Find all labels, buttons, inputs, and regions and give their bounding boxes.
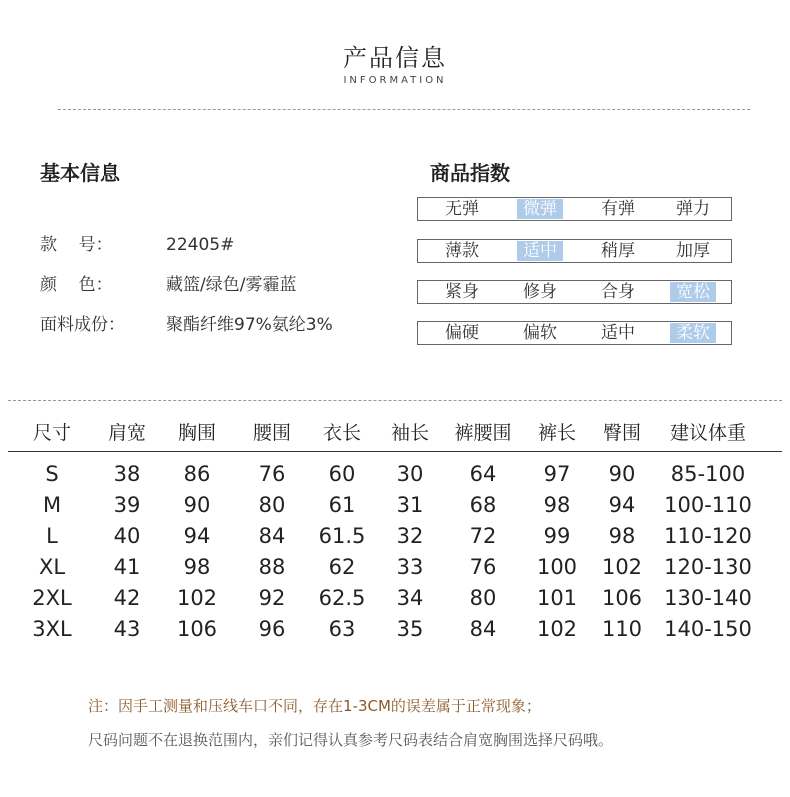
table-cell: 76 (258, 462, 286, 486)
table-cell: 40 (113, 524, 141, 548)
note-measurement-error: 注：因手工测量和压线车口不同，存在1-3CM的误差属于正常现象； (88, 697, 541, 715)
table-header-cell: 袖长 (390, 422, 430, 444)
table-cell: 63 (328, 617, 356, 641)
index-option-selected: 柔软 (670, 323, 716, 343)
table-header-cell: 裤长 (537, 422, 577, 444)
table-cell: 76 (469, 555, 497, 579)
table-cell: 32 (396, 524, 424, 548)
index-row-0 (417, 197, 732, 221)
table-cell: 34 (396, 586, 424, 610)
table-cell: 61.5 (318, 524, 366, 548)
index-option-selected: 适中 (517, 241, 563, 261)
index-option: 偏硬 (445, 323, 479, 343)
index-option: 薄款 (445, 241, 479, 261)
note-size-policy: 尺码问题不在退换范围内，亲们记得认真参考尺码表结合肩宽胸围选择尺码哦。 (88, 731, 614, 749)
table-cell: 98 (183, 555, 211, 579)
table-header-cell: 肩宽 (107, 422, 147, 444)
info-row-style-number (40, 230, 234, 255)
table-cell: 98 (543, 493, 571, 517)
table-cell: 90 (183, 493, 211, 517)
table-cell: 85-100 (670, 462, 746, 486)
index-option: 有弹 (601, 199, 635, 219)
table-cell: 38 (113, 462, 141, 486)
index-option-selected: 宽松 (670, 282, 716, 302)
table-cell: 99 (543, 524, 571, 548)
table-cell: 80 (258, 493, 286, 517)
page-subtitle: INFORMATION (343, 75, 447, 86)
table-cell: 60 (328, 462, 356, 486)
table-cell: 102 (176, 586, 218, 610)
index-option: 无弹 (445, 199, 479, 219)
table-cell: 101 (536, 586, 578, 610)
table-cell: 100-110 (664, 493, 752, 517)
table-size-label: XL (38, 555, 66, 579)
info-value: 22405# (166, 235, 235, 255)
table-header-cell: 臀围 (602, 422, 642, 444)
index-option: 加厚 (676, 241, 710, 261)
table-cell: 41 (113, 555, 141, 579)
table-size-label: L (46, 524, 58, 548)
info-value: 藏篮/绿色/雾霾蓝 (166, 275, 297, 295)
index-option: 合身 (601, 282, 635, 302)
table-cell: 31 (396, 493, 424, 517)
page-title: 产品信息 (343, 44, 447, 72)
table-header-divider (8, 451, 782, 452)
info-row-color (40, 270, 296, 295)
info-label: 面料成份： (40, 315, 125, 335)
table-cell: 130-140 (664, 586, 752, 610)
table-cell: 90 (608, 462, 636, 486)
table-cell: 62.5 (318, 586, 366, 610)
table-cell: 35 (396, 617, 424, 641)
table-cell: 102 (536, 617, 578, 641)
table-cell: 39 (113, 493, 141, 517)
table-cell: 86 (183, 462, 211, 486)
table-cell: 64 (469, 462, 497, 486)
table-cell: 62 (328, 555, 356, 579)
index-option: 稍厚 (601, 241, 635, 261)
table-cell: 80 (469, 586, 497, 610)
table-header-cell: 裤腰围 (454, 422, 512, 444)
table-cell: 33 (396, 555, 424, 579)
index-option-selected: 微弹 (517, 199, 563, 219)
table-cell: 102 (601, 555, 643, 579)
table-cell: 106 (176, 617, 218, 641)
index-option: 弹力 (676, 199, 710, 219)
table-size-label: S (45, 462, 59, 486)
table-cell: 94 (183, 524, 211, 548)
table-cell: 84 (258, 524, 286, 548)
table-size-label: 3XL (32, 617, 72, 641)
table-cell: 92 (258, 586, 286, 610)
divider (58, 109, 750, 110)
table-cell: 110 (601, 617, 643, 641)
table-cell: 110-120 (664, 524, 752, 548)
divider (8, 400, 782, 401)
table-size-label: M (42, 493, 62, 517)
table-cell: 61 (328, 493, 356, 517)
table-cell: 140-150 (664, 617, 752, 641)
table-cell: 100 (536, 555, 578, 579)
table-header-cell: 建议体重 (669, 422, 747, 444)
table-cell: 72 (469, 524, 497, 548)
table-cell: 68 (469, 493, 497, 517)
index-row-1 (417, 239, 732, 263)
table-cell: 30 (396, 462, 424, 486)
table-cell: 97 (543, 462, 571, 486)
table-cell: 84 (469, 617, 497, 641)
table-cell: 96 (258, 617, 286, 641)
index-option: 修身 (523, 282, 557, 302)
table-cell: 43 (113, 617, 141, 641)
index-row-3 (417, 321, 732, 345)
info-row-fabric (40, 310, 333, 335)
table-cell: 120-130 (664, 555, 752, 579)
table-header-cell: 胸围 (177, 422, 217, 444)
table-cell: 42 (113, 586, 141, 610)
table-cell: 88 (258, 555, 286, 579)
basic-info-title: 基本信息 (40, 161, 120, 185)
index-row-2 (417, 280, 732, 304)
index-option: 紧身 (445, 282, 479, 302)
table-cell: 94 (608, 493, 636, 517)
index-option: 适中 (601, 323, 635, 343)
table-cell: 98 (608, 524, 636, 548)
product-index-title: 商品指数 (430, 161, 510, 185)
info-label: 颜 色： (40, 275, 113, 295)
table-header-cell: 衣长 (322, 422, 362, 444)
info-label: 款 号： (40, 235, 113, 255)
index-option: 偏软 (523, 323, 557, 343)
info-value: 聚酯纤维97%氨纶3% (166, 315, 333, 335)
table-cell: 106 (601, 586, 643, 610)
table-header-cell: 腰围 (252, 422, 292, 444)
table-size-label: 2XL (32, 586, 72, 610)
table-header-cell: 尺寸 (32, 422, 72, 444)
